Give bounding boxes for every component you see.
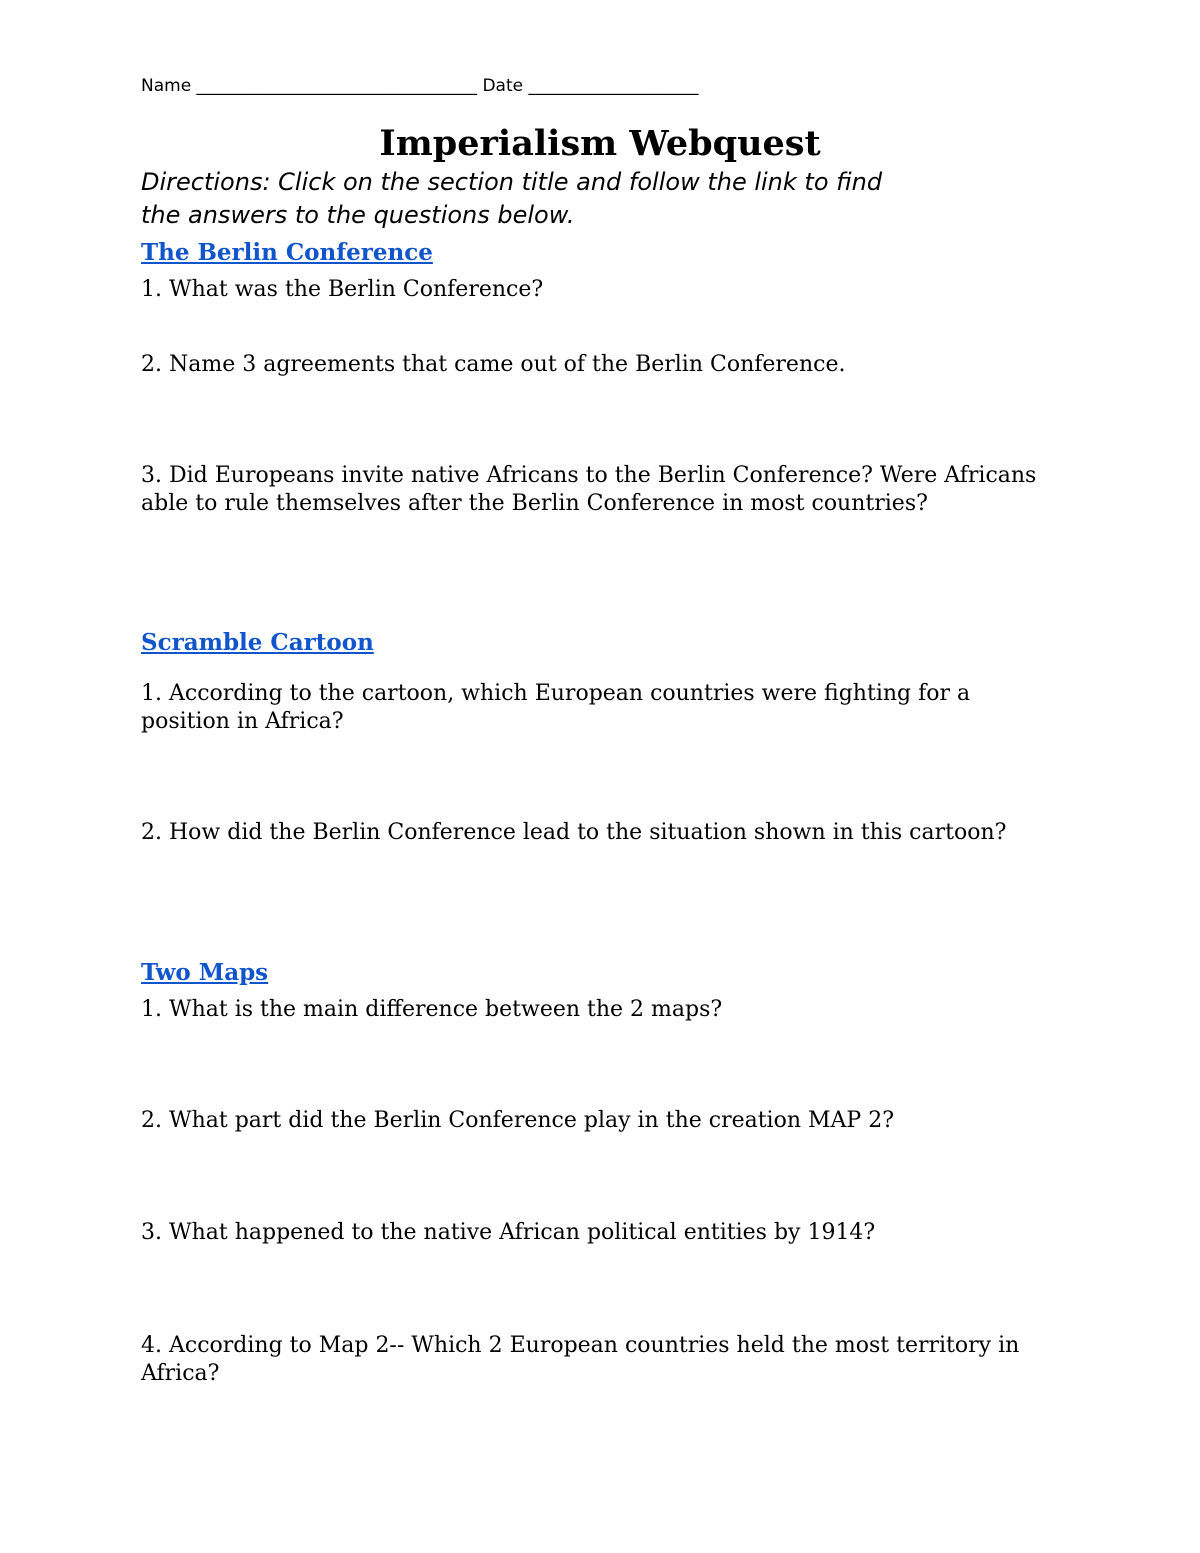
name-date-line: Name _________________________________ Date ____________________ xyxy=(141,76,699,96)
section-link-two-maps[interactable]: Two Maps xyxy=(141,959,269,986)
question-cartoon-1: 1. According to the cartoon, which European countries were fighting for a position in Africa? xyxy=(141,681,971,734)
question-maps-3: 3. What happened to the native African political entities by 1914? xyxy=(141,1220,876,1245)
section-link-scramble-cartoon[interactable]: Scramble Cartoon xyxy=(141,629,374,656)
section-link-berlin-conference[interactable]: The Berlin Conference xyxy=(141,239,433,266)
question-cartoon-2: 2. How did the Berlin Conference lead to the situation shown in this cartoon? xyxy=(141,820,1007,845)
page-title: Imperialism Webquest xyxy=(379,123,821,164)
directions-line-1: Directions: Click on the section title and follow the link to find xyxy=(141,168,883,196)
question-berlin-1: 1. What was the Berlin Conference? xyxy=(141,277,544,302)
question-maps-4: 4. According to Map 2-- Which 2 European countries held the most territory in Africa? xyxy=(141,1333,1020,1386)
question-maps-1: 1. What is the main difference between the 2 maps? xyxy=(141,997,723,1022)
question-maps-2: 2. What part did the Berlin Conference play in the creation MAP 2? xyxy=(141,1108,895,1133)
question-berlin-2: 2. Name 3 agreements that came out of the Berlin Conference. xyxy=(141,352,846,377)
directions xyxy=(141,166,1061,232)
directions-line-2: the answers to the questions below. xyxy=(141,201,575,229)
question-berlin-3: 3. Did Europeans invite native Africans to the Berlin Conference? Were Africans able to rule themselves after the Berlin Conference in most countries? xyxy=(141,463,1037,516)
